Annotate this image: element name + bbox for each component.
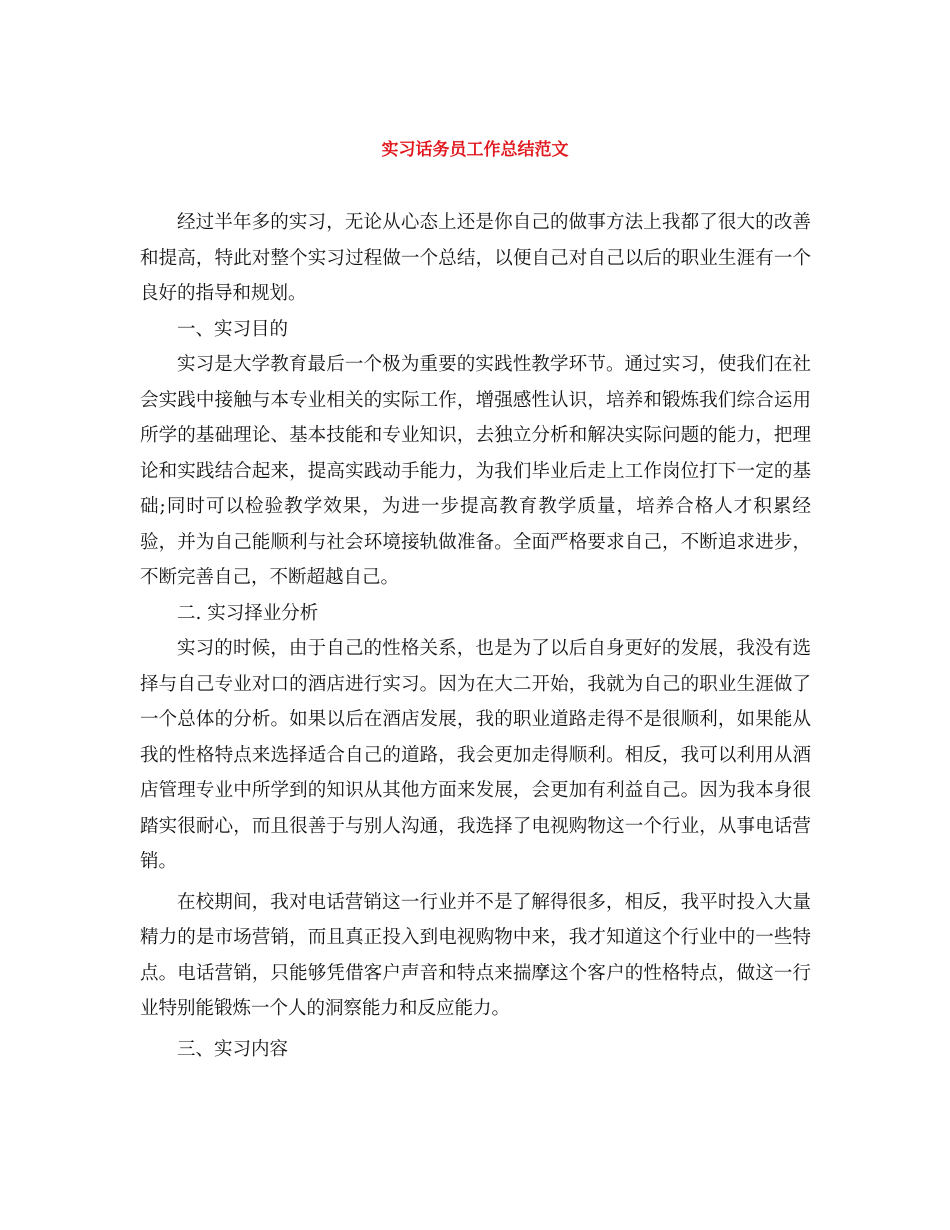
paragraph-purpose: 实习是大学教育最后一个极为重要的实践性教学环节。通过实习，使我们在社会实践中接触与本专业相关的实际工作，增强感性认识，培养和锻炼我们综合运用所学的基础理论、基本技能和专业知识，去独立分析和解决实际问题的能力，把理论和实践结合起来，提高实践动手能力，为我们毕业后走上工作岗位打下一定的基础;同时可以检验教学效果，为进一步提高教育教学质量，培养合格人才积累经验，并为自己能顺利与社会环境接轨做准备。全面严格要求自己，不断追求进步，不断完善自己，不断超越自己。 [140, 354, 811, 588]
document-body [140, 205, 811, 1067]
paragraph-intro: 经过半年多的实习，无论从心态上还是你自己的做事方法上我都了很大的改善和提高，特此对整个实习过程做一个总结，以便自己对自己以后的职业生涯有一个良好的指导和规划。 [140, 212, 811, 304]
paragraph-career-analysis: 实习的时候，由于自己的性格关系，也是为了以后自身更好的发展，我没有选择与自己专业对口的酒店进行实习。因为在大二开始，我就为自己的职业生涯做了一个总体的分析。如果以后在酒店发展，我的职业道路走得不是很顺利，如果能从我的性格特点来选择适合自己的道路，我会更加走得顺利。相反，我可以利用从酒店管理专业中所学到的知识从其他方面来发展，会更加有利益自己。因为我本身很踏实很耐心，而且很善于与别人沟通，我选择了电视购物这一个行业，从事电话营销。 [140, 638, 811, 872]
paragraph-school-period: 在校期间，我对电话营销这一行业并不是了解得很多，相反，我平时投入大量精力的是市场营销，而且真正投入到电视购物中来，我才知道这个行业中的一些特点。电话营销，只能够凭借客户声音和特点来揣摩这个客户的性格特点，做这一行业特别能锻炼一个人的洞察能力和反应能力。 [140, 891, 811, 1019]
document-title: 实习话务员工作总结范文 [381, 140, 569, 160]
section-heading-content: 三、实习内容 [177, 1038, 289, 1060]
section-heading-purpose: 一、实习目的 [177, 318, 289, 340]
section-heading-career-analysis: 二. 实习择业分析 [177, 602, 319, 624]
